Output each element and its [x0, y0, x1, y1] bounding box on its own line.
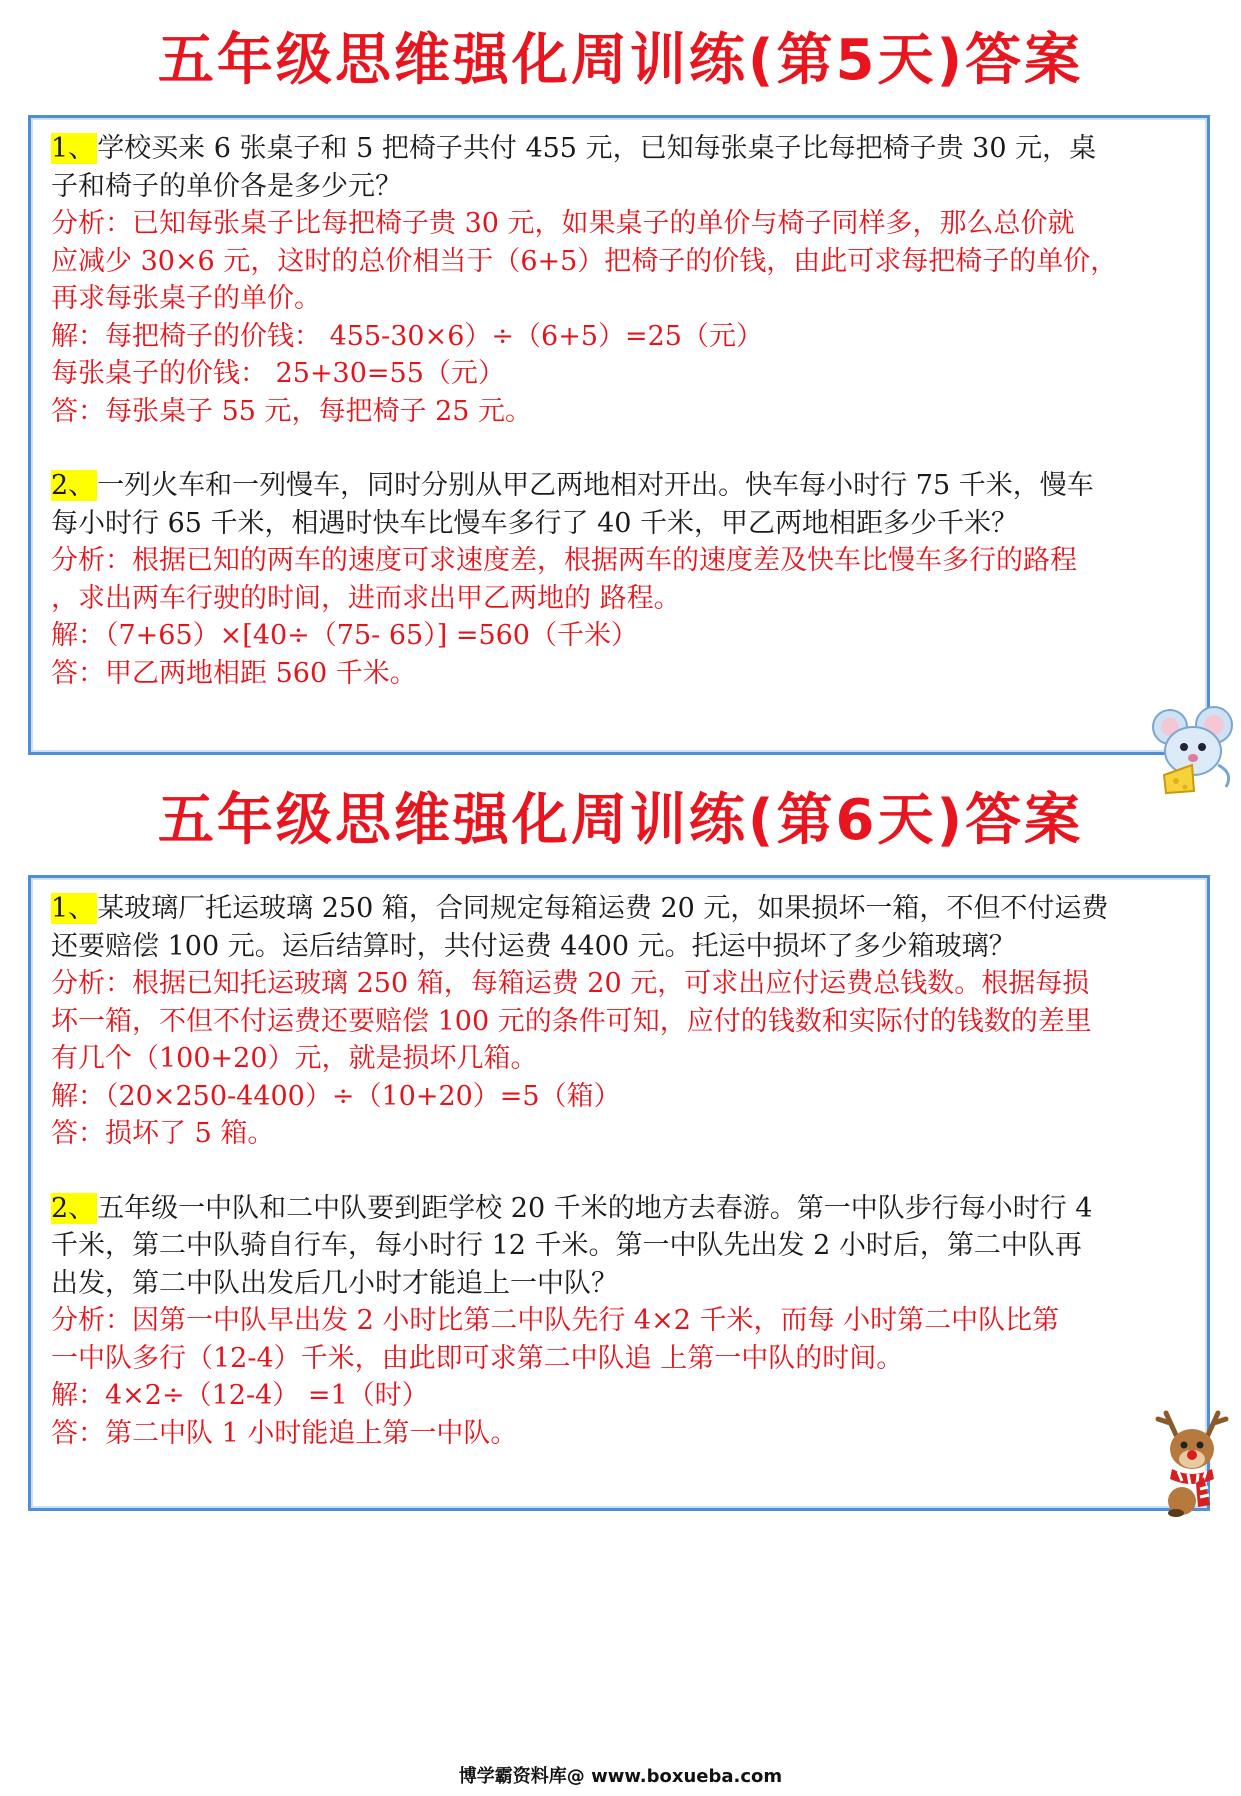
page-title-day6: 五年级思维强化周训练(第6天)答案 [157, 788, 1084, 853]
answer-content-day5 [51, 130, 1185, 692]
answer-1: 答：每张桌子 55 元，每把椅子 25 元。 [51, 395, 533, 427]
solution-2-line-1: 解：（7+65）×[40÷（75- 65）] =560（千米） [51, 620, 638, 651]
question-number-2: 2、 [51, 470, 96, 501]
footer-watermark: 博学霸资料库@ www.boxueba.com [458, 1766, 783, 1787]
solution-2-line-1: 解：4×2÷（12-4） =1（时） [51, 1380, 429, 1411]
answer-box-day5 [28, 115, 1210, 755]
question-2-line-2: 每小时行 65 千米，相遇时快车比慢车多行了 40 千米，甲乙两地相距多少千米？ [51, 507, 1019, 539]
analysis-2-line-1: 分析：因第一中队早出发 2 小时比第二中队先行 4×2 千米，而每 小时第二中队比第 [51, 1305, 1060, 1336]
question-2-line-2: 千米，第二中队骑自行车，每小时行 12 千米。第一中队先出发 2 小时后，第二中队再 [51, 1230, 1082, 1261]
answer-box-day6 [28, 875, 1210, 1511]
page-title-day5: 五年级思维强化周训练(第5天)答案 [157, 28, 1084, 93]
answer-2: 答：甲乙两地相距 560 千米。 [51, 657, 417, 689]
question-2-line-1: 2、五年级一中队和二中队要到距学校 20 千米的地方去春游。第一中队步行每小时行 4 [51, 1192, 1093, 1224]
question-1-line-1: 1、某玻璃厂托运玻璃 250 箱，合同规定每箱运费 20 元，如果损坏一箱，不但不付运费 [51, 893, 1109, 924]
analysis-2-line-1: 分析：根据已知的两车的速度可求速度差，根据两车的速度差及快车比慢车多行的路程 [51, 545, 1077, 576]
spacer [51, 430, 1185, 467]
question-1-line-2: 子和椅子的单价各是多少元？ [51, 170, 402, 202]
solution-1-line-2: 每张桌子的价钱： 25+30=55（元） [51, 358, 505, 389]
question-number-2: 2、 [51, 1192, 96, 1224]
answer-content-day6 [51, 890, 1185, 1452]
mouse-with-cheese-icon [1148, 703, 1238, 795]
solution-1-line-1: 解：每把椅子的价钱： 455-30×6）÷（6+5）=25（元） [51, 320, 763, 352]
question-number-1: 1、 [51, 133, 96, 164]
question-2-line-3: 出发，第二中队出发后几小时才能追上一中队？ [51, 1267, 618, 1299]
reindeer-icon [1148, 1405, 1236, 1517]
analysis-2-line-2: 一中队多行（12-4）千米，由此即可求第二中队追 上第一中队的时间。 [51, 1342, 904, 1374]
solution-1-line-1: 解：（20×250-4400）÷（10+20）=5（箱） [51, 1080, 621, 1112]
analysis-1-line-3: 再求每张桌子的单价。 [51, 283, 321, 314]
spacer [51, 1153, 1185, 1190]
analysis-1-line-2: 应减少 30×6 元，这时的总价相当于（6+5）把椅子的价钱，由此可求每把椅子的单价， [51, 245, 1118, 277]
question-number-1: 1、 [51, 893, 96, 924]
analysis-1-line-3: 有几个（100+20）元，就是损坏几箱。 [51, 1043, 538, 1074]
analysis-1-line-1: 分析：已知每张桌子比每把椅子贵 30 元，如果桌子的单价与椅子同样多，那么总价就 [51, 208, 1075, 239]
answer-1: 答：损坏了 5 箱。 [51, 1118, 275, 1149]
analysis-1-line-2: 坏一箱，不但不付运费还要赔偿 100 元的条件可知，应付的钱数和实际付的钱数的差里 [51, 1005, 1092, 1037]
question-1-line-2: 还要赔偿 100 元。运后结算时，共付运费 4400 元。托运中损坏了多少箱玻璃？ [51, 930, 1016, 962]
question-1-line-1: 1、学校买来 6 张桌子和 5 把椅子共付 455 元，已知每张桌子比每把椅子贵 30 元，桌 [51, 133, 1097, 164]
analysis-1-line-1: 分析：根据已知托运玻璃 250 箱，每箱运费 20 元，可求出应付运费总钱数。根据每损 [51, 968, 1090, 999]
answer-2: 答：第二中队 1 小时能追上第一中队。 [51, 1417, 518, 1449]
question-2-line-1: 2、一列火车和一列慢车，同时分别从甲乙两地相对开出。快车每小时行 75 千米，慢车 [51, 470, 1094, 501]
analysis-2-line-2: ，求出两车行驶的时间，进而求出甲乙两地的 路程。 [51, 582, 681, 614]
